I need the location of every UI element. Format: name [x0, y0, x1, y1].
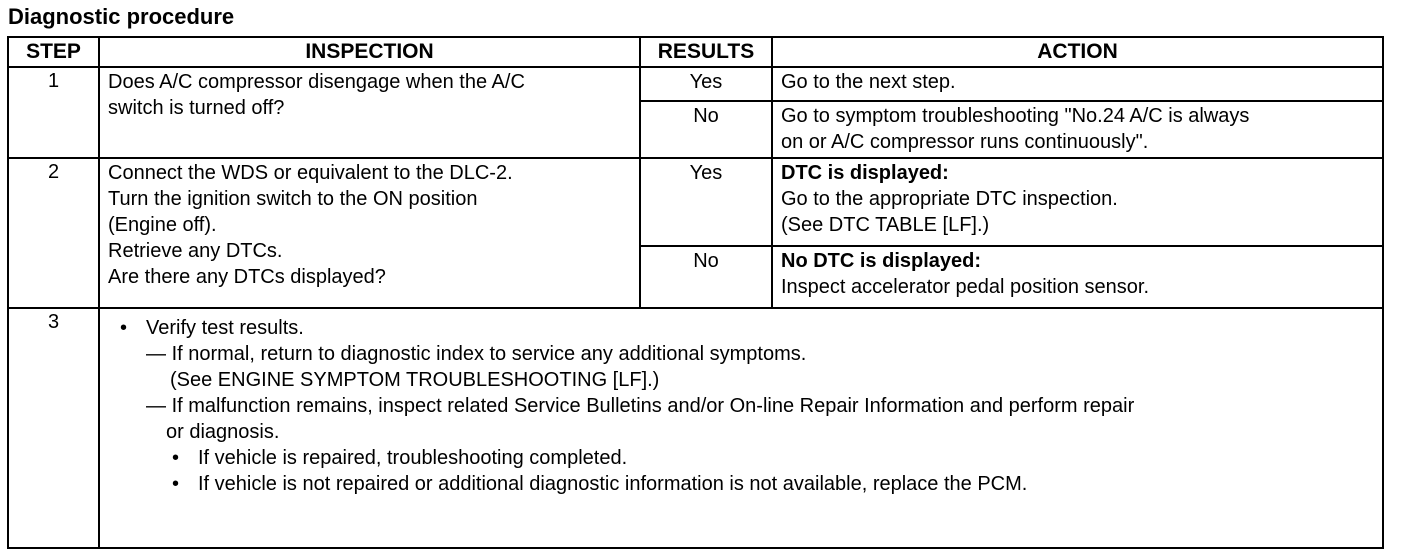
- step3-number: 3: [8, 308, 99, 548]
- step1-inspection-line: Does A/C compressor disengage when the A/C: [108, 71, 525, 93]
- dash-icon: —: [146, 395, 166, 417]
- header-results: RESULTS: [640, 37, 772, 67]
- step2-inspection: [99, 158, 640, 308]
- step3-repaired-text: If vehicle is repaired, troubleshooting completed.: [198, 447, 628, 469]
- step3-normal-item: [120, 341, 1374, 367]
- bullet-icon: •: [172, 447, 180, 469]
- step1-action-yes: [772, 67, 1383, 101]
- step2-number: 2: [8, 158, 99, 308]
- step3-malfunction-item: [120, 393, 1374, 419]
- bullet-icon: •: [172, 473, 180, 495]
- step1-yes-row: [8, 67, 1383, 101]
- step3-verify-text: Verify test results.: [146, 317, 304, 339]
- header-row: [8, 37, 1383, 67]
- step3-repaired-item: [120, 445, 1374, 471]
- step1-action-no: [772, 101, 1383, 158]
- step2-inspection-line: Retrieve any DTCs.: [108, 240, 283, 262]
- step2-action-no-heading: No DTC is displayed:: [781, 250, 982, 272]
- step2-inspection-line: Connect the WDS or equivalent to the DLC-2.: [108, 162, 513, 184]
- dash-icon: —: [146, 343, 166, 365]
- step2-action-yes-line: Go to the appropriate DTC inspection.: [781, 188, 1118, 210]
- diagnostic-procedure-table: [7, 36, 1384, 549]
- step3-verify-item: [120, 315, 1374, 341]
- step2-result-yes: Yes: [640, 158, 772, 246]
- step2-result-no: No: [640, 246, 772, 308]
- step2-inspection-line: Are there any DTCs displayed?: [108, 266, 386, 288]
- step2-action-yes-heading: DTC is displayed:: [781, 162, 949, 184]
- header-action: ACTION: [772, 37, 1383, 67]
- step3-not-repaired-text: If vehicle is not repaired or additional diagnostic information is not available, replace the PCM.: [198, 473, 1028, 495]
- step3-normal-text: If normal, return to diagnostic index to service any additional symptoms.: [171, 343, 807, 365]
- step3-malfunction-cont: or diagnosis.: [166, 421, 280, 443]
- step1-result-no: No: [640, 101, 772, 158]
- page-title: Diagnostic procedure: [8, 4, 235, 29]
- step1-action-no-line: on or A/C compressor runs continuously".: [781, 131, 1149, 153]
- step3-row: [8, 308, 1383, 548]
- step1-number: 1: [8, 67, 99, 158]
- step2-action-no: [772, 246, 1383, 308]
- header-inspection: INSPECTION: [99, 37, 640, 67]
- step3-malfunction-text: If malfunction remains, inspect related Service Bulletins and/or On-line Repair Information and perform repair: [171, 395, 1135, 417]
- step2-action-no-line: Inspect accelerator pedal position sensor.: [781, 276, 1149, 298]
- step1-inspection-line: switch is turned off?: [108, 97, 285, 119]
- step3-not-repaired-item: [120, 471, 1374, 497]
- step1-action-no-line: Go to symptom troubleshooting "No.24 A/C is always: [781, 105, 1250, 127]
- step1-action-yes-line: Go to the next step.: [781, 71, 956, 93]
- step1-result-yes: Yes: [640, 67, 772, 101]
- step2-inspection-line: (Engine off).: [108, 214, 217, 236]
- step2-action-yes-line: (See DTC TABLE [LF].): [781, 214, 990, 236]
- step3-normal-see: (See ENGINE SYMPTOM TROUBLESHOOTING [LF].): [170, 369, 660, 391]
- bullet-icon: •: [120, 317, 128, 339]
- header-step: STEP: [8, 37, 99, 67]
- step2-action-yes: [772, 158, 1383, 246]
- step2-inspection-line: Turn the ignition switch to the ON position: [108, 188, 478, 210]
- step1-inspection: [99, 67, 640, 158]
- step3-content: [99, 308, 1383, 548]
- step2-yes-row: [8, 158, 1383, 246]
